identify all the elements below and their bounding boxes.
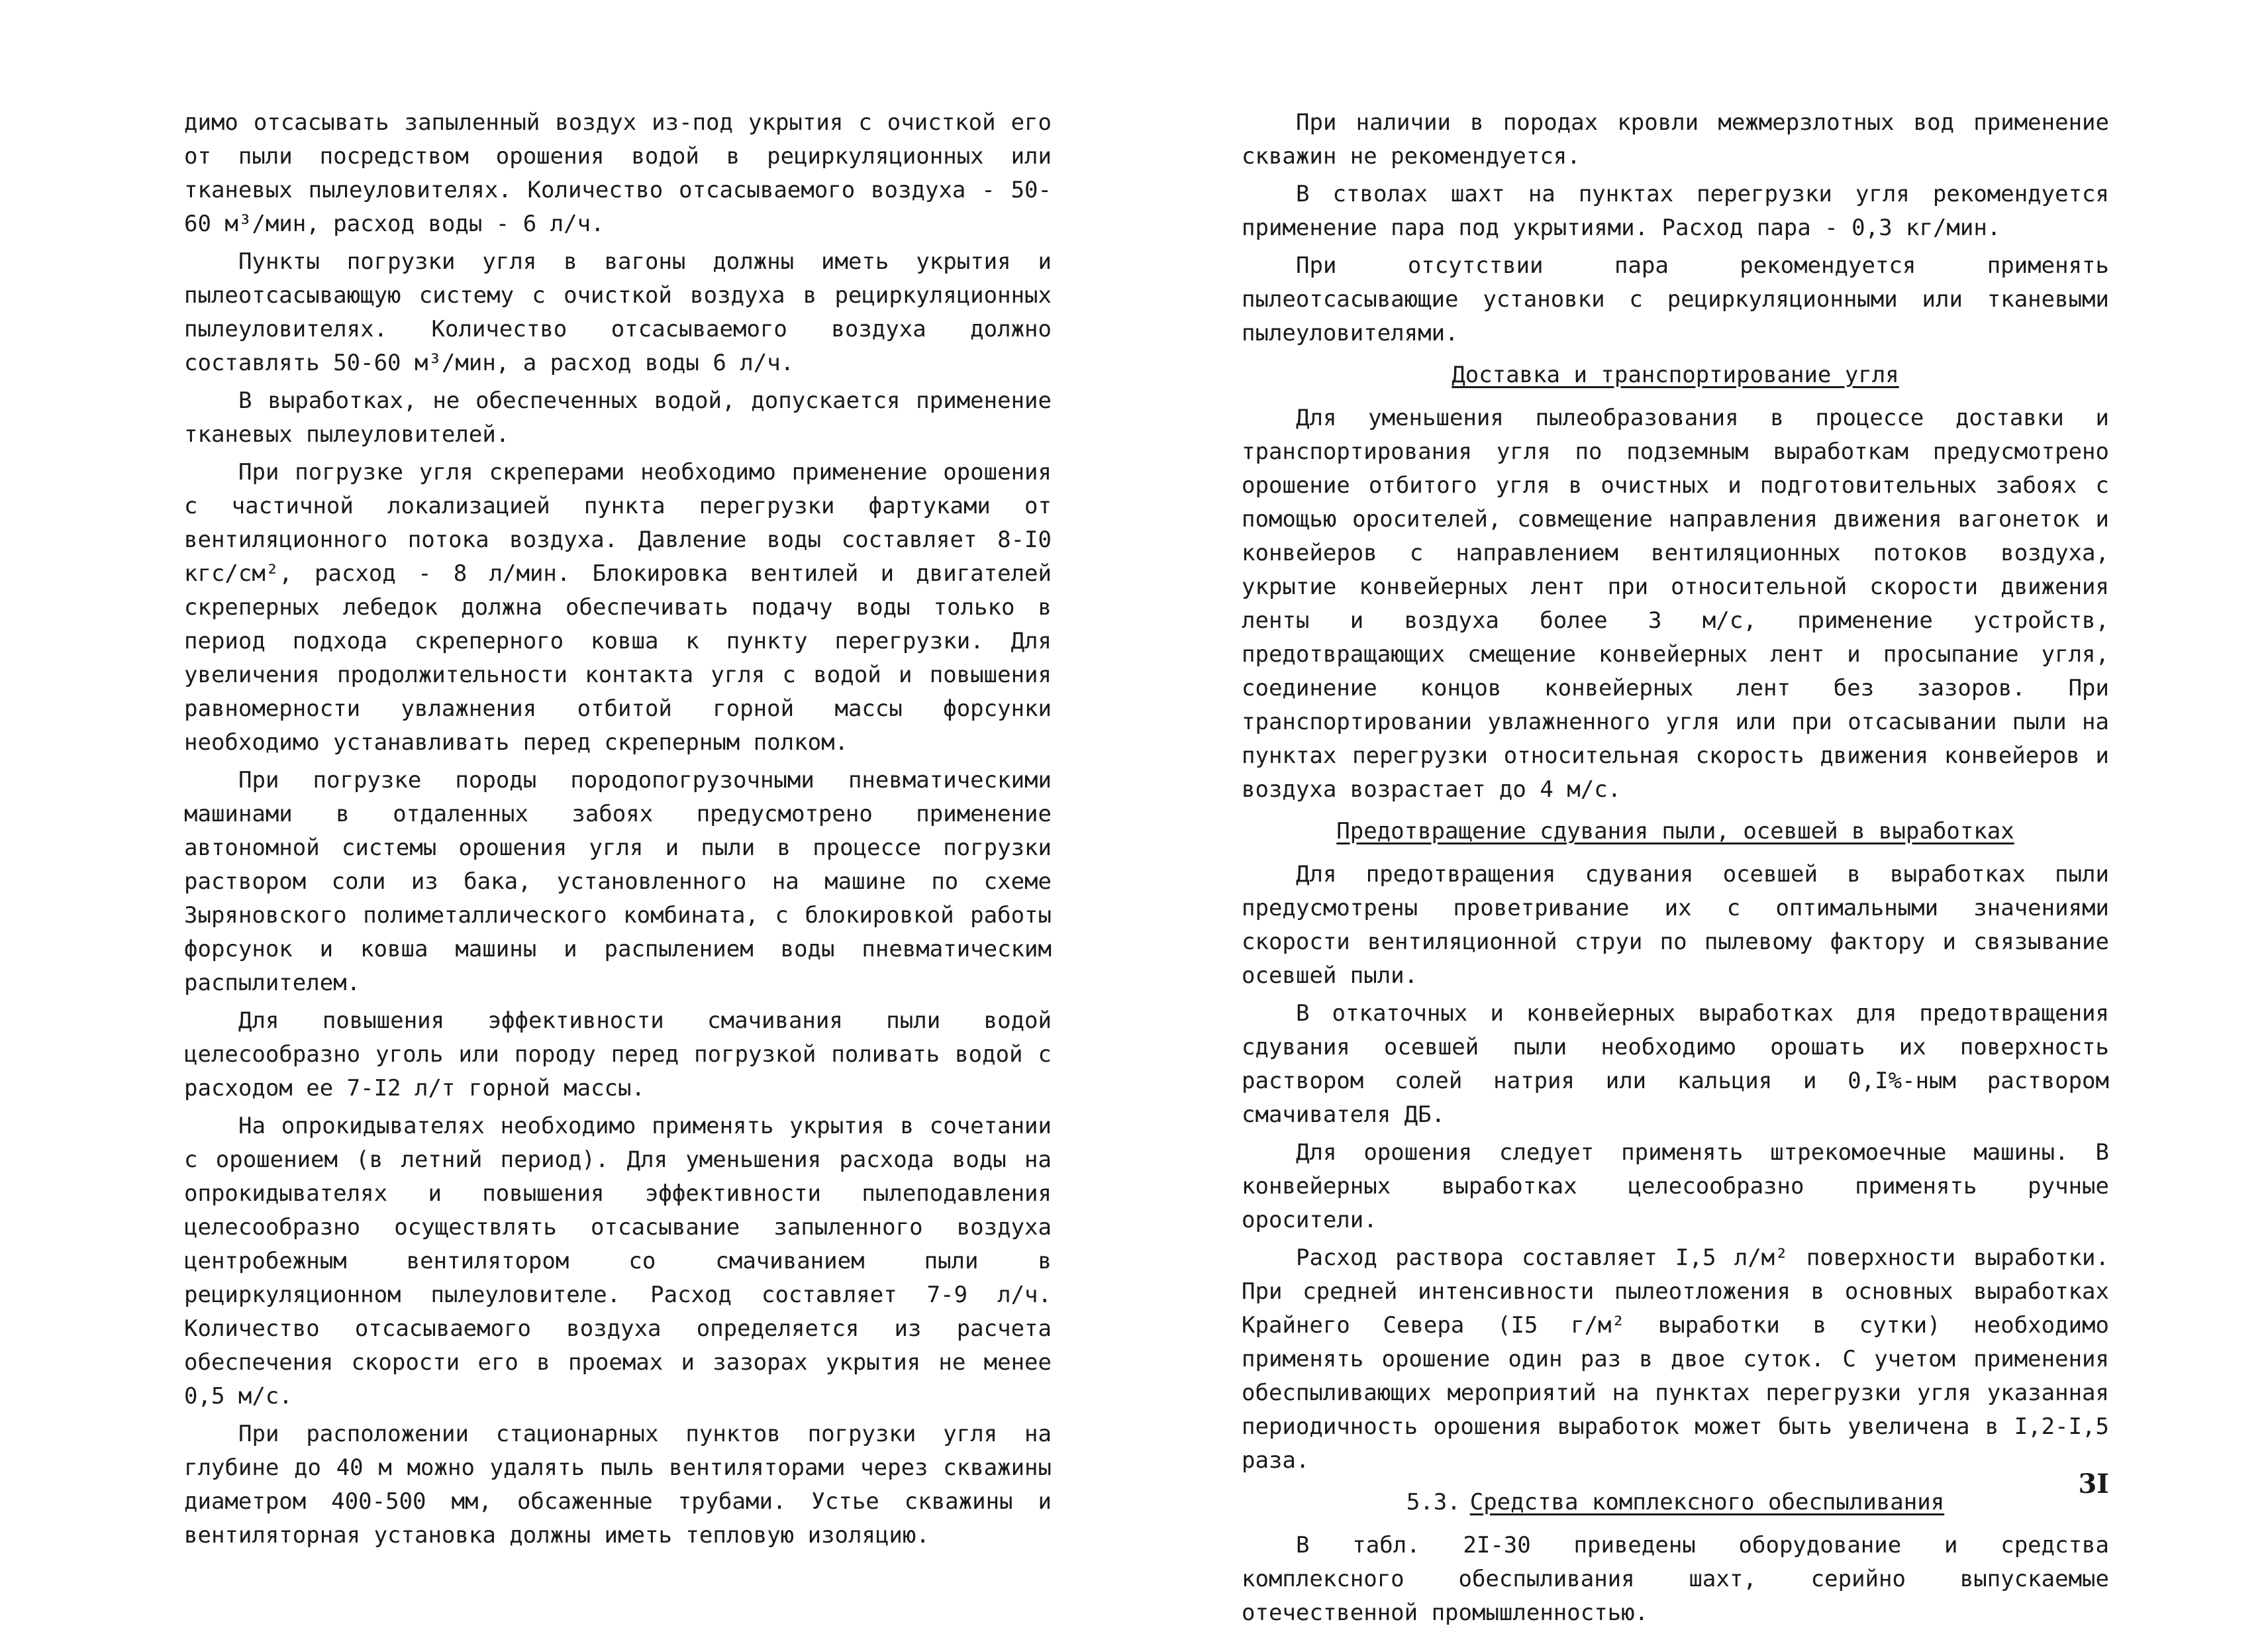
left-paragraph-4: При погрузке угля скреперами необходимо применение орошения с частичной локализацией пункта перегрузки фартуками от вентиляционного потока воздуха. Давление воды составляет 8-I0 кгс/см², расход - 8 л/мин. Блокировка вентилей и двигателей скреперных лебедок должна обеспечивать подачу воды только в период подхода скреперного ковша к пункту перегрузки. Для увеличения продолжительности контакта угля с водой и повышения равномерности увлажнения отбитой горной массы форсунки необходимо устанавливать перед скреперным полком. [184, 459, 1052, 756]
right-intro-paragraph-3: При отсутствии пара рекомендуется применять пылеотсасывающие установки с рециркуляционными или тканевыми пылеуловителями. [1242, 252, 2109, 346]
section-heading-dust-prevention-text: Предотвращение сдувания пыли, осевшей в выработках [1336, 818, 2014, 844]
left-paragraph-3: В выработках, не обеспеченных водой, допускается применение тканевых пылеуловителей. [184, 387, 1052, 448]
dust-paragraph-1: Для предотвращения сдувания осевшей в выработках пыли предусмотрены проветривание их с оптимальными значениями скорости вентиляционной струи по пылевому фактору и связывание осевшей пыли. [1242, 861, 2109, 989]
left-paragraph-1: димо отсасывать запыленный воздух из-под укрытия с очисткой его от пыли посредством орошения водой в рециркуляционных или тканевых пылеуловителях. Количество отсасываемого воздуха - 50-60 м³/мин, расход воды - 6 л/ч. [184, 109, 1052, 237]
left-paragraph-2: Пункты погрузки угля в вагоны должны иметь укрытия и пылеотсасывающую систему с очисткой воздуха в рециркуляционных пылеуловителях. Количество отсасываемого воздуха должно составлять 50-60 м³/мин, а расход воды 6 л/ч. [184, 248, 1052, 376]
section-heading-transport [1242, 358, 2109, 392]
section-number: 5.3. [1406, 1489, 1461, 1515]
complex-paragraph-1: В табл. 2I-30 приведены оборудование и средства комплексного обеспыливания шахт, серийно выпускаемые отечественной промышленностью. [1242, 1532, 2109, 1626]
section-heading-dust-prevention [1242, 815, 2109, 848]
left-paragraph-7: На опрокидывателях необходимо применять укрытия в сочетании с орошением (в летний период). Для уменьшения расхода воды на опрокидывателях и повышения эффективности пылеподавления целесообразно осуществлять отсасывание запыленного воздуха центробежным вентилятором со смачиванием пыли в рециркуляционном пылеуловителе. Расход составляет 7-9 л/ч. Количество отсасываемого воздуха определяется из расчета обеспечения скорости его в проемах и зазорах укрытия не менее 0,5 м/с. [184, 1113, 1052, 1409]
right-intro-paragraph-1: При наличии в породах кровли межмерзлотных вод применение скважин не рекомендуется. [1242, 109, 2109, 170]
section-heading-transport-text: Доставка и транспортирование угля [1452, 362, 1899, 388]
left-paragraph-6: Для повышения эффективности смачивания пыли водой целесообразно уголь или породу перед погрузкой поливать водой с расходом ее 7-I2 л/т горной массы. [184, 1007, 1052, 1101]
section-heading-complex-dedusting-text: Средства комплексного обеспыливания [1469, 1489, 1945, 1515]
dust-paragraph-2: В откаточных и конвейерных выработках для предотвращения сдувания осевшей пыли необходимо орошать их поверхность раствором солей натрия или кальция и 0,I%-ным раствором смачивателя ДБ. [1242, 1000, 2109, 1128]
right-page [1242, 106, 2109, 1626]
left-paragraph-5: При погрузке породы породопогрузочными пневматическими машинами в отдаленных забоях предусмотрено применение автономной системы орошения угля и пыли в процессе погрузки раствором соли из бака, установленного на машине по схеме Зыряновского полиметаллического комбината, с блокировкой работы форсунок и ковша машины и распылением воды пневматическим распылителем. [184, 767, 1052, 996]
section-heading-complex-dedusting [1242, 1486, 2109, 1519]
dust-paragraph-4: Расход раствора составляет I,5 л/м² поверхности выработки. При средней интенсивности пылеотложения в основных выработках Крайнего Севера (I5 г/м² выработки в сутки) необходимо применять орошение один раз в двое суток. С учетом применения обеспыливающих мероприятий на пунктах перегрузки угля указанная периодичность орошения выработок может быть увеличена в I,2-I,5 раза. [1242, 1245, 2109, 1474]
dust-paragraph-3: Для орошения следует применять штрекомоечные машины. В конвейерных выработках целесообразно применять ручные оросители. [1242, 1139, 2109, 1233]
transport-paragraph-1: Для уменьшения пылеобразования в процессе доставки и транспортирования угля по подземным выработкам предусмотрено орошение отбитого угля в очистных и подготовительных забоях с помощью оросителей, совмещение направления движения вагонеток и конвейеров с направлением вентиляционных потоков воздуха, укрытие конвейерных лент при относительной скорости движения ленты и воздуха более 3 м/с, применение устройств, предотвращающих смещение конвейерных лент и просыпание угля, соединение концов конвейерных лент без зазоров. При транспортировании увлажненного угля или при отсасывании пыли на пунктах перегрузки относительная скорость движения конвейеров и воздуха возрастает до 4 м/с. [1242, 405, 2109, 803]
right-intro-paragraph-2: В стволах шахт на пунктах перегрузки угля рекомендуется применение пара под укрытиями. Расход пара - 0,3 кг/мин. [1242, 181, 2109, 241]
left-page [184, 106, 1052, 1549]
left-paragraph-8: При расположении стационарных пунктов погрузки угля на глубине до 40 м можно удалять пыль вентиляторами через скважины диаметром 400-500 мм, обсаженные трубами. Устье скважины и вентиляторная установка должны иметь тепловую изоляцию. [184, 1421, 1052, 1549]
page-number: 3I [2078, 1468, 2109, 1500]
